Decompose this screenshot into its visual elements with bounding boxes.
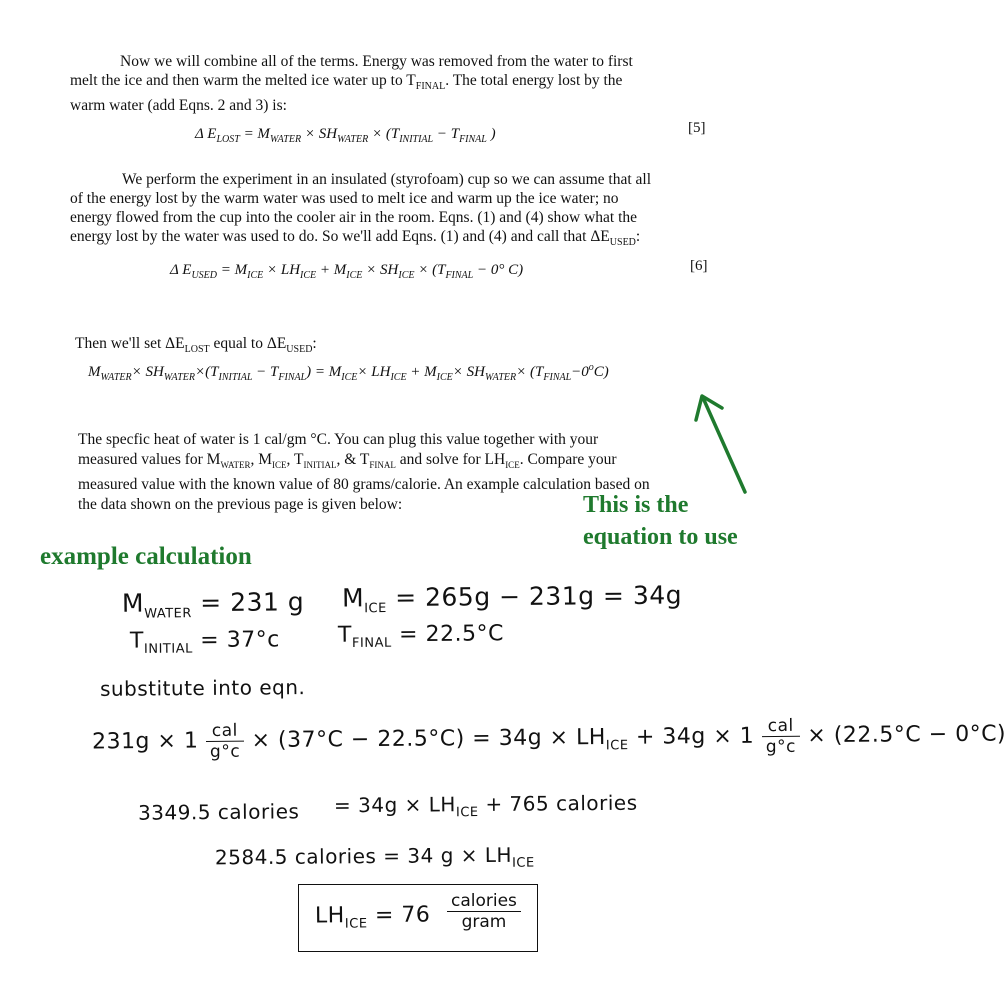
note-line-2: equation to use <box>583 524 738 550</box>
hand-line-energy-b: = $34g \times LH_{ICE} + 765$ calories <box>333 790 638 821</box>
hand-line-t-final: $T_{FINAL} = 22.5^\circ C$ <box>337 621 504 651</box>
text-line: Now we will combine all of the terms. Energy was removed from the water to first <box>120 53 633 70</box>
text-line: measured values for $M_{WATER}$, $M_{ICE}$, $T_{INITIAL}$, & $T_{FINAL}$ and solve for $LH_{ICE}$. Compare your <box>78 451 617 471</box>
equation-number-5: [5] <box>688 120 706 136</box>
text-line: energy flowed from the cup into the cooler air in the room. Eqns. (1) and (4) show what the <box>70 209 638 226</box>
note-line-1: This is the <box>583 492 689 518</box>
text-line: of the energy lost by the warm water was used to melt ice and warm up the ice water; no <box>70 190 619 207</box>
hand-line-t-initial: $T_{INITIAL} = 37^\circ c$ <box>129 627 280 657</box>
text-line: The specfic heat of water is 1 cal/gm °C. You can plug this value together with your <box>78 431 599 448</box>
paragraph-set-equal <box>75 334 725 359</box>
text-line: Then we'll set $\Delta E_{LOST}$ equal to $\Delta E_{USED}$: <box>75 335 317 356</box>
result-unit-fraction: calories gram <box>447 891 521 932</box>
equation-6: Δ $E_{USED} = M_{ICE} \times LH_{ICE} + M_{ICE} \times SH_{ICE} \times (T_{FINAL} - 0^\circ$ C) <box>170 262 524 281</box>
equation-number-6: [6] <box>690 258 708 274</box>
equation-5: Δ $E_{LOST} = M_{WATER} \times SH_{WATER} \times (T_{INITIAL} - T_{FINAL}$ ) <box>195 126 496 145</box>
hand-line-substitution: 231g × 1 $\frac{\text{cal}}{g^\circ c}$ × $(37^\circ C - 22.5^\circ C) = 34g \times LH_{ICE} + 34g \times 1$ $\frac{\text{cal}}{g^\circ c}$ × (22.5°C − 0°C) <box>91 715 1006 762</box>
hand-line-m-ice: $M_{ICE} = 265g - 231g = 34g$ <box>341 580 683 617</box>
text-line: melt the ice and then warm the melted ice water up to $T_{FINAL}$. The total energy lost by the <box>70 72 623 93</box>
hand-line-substitute: substitute into eqn. <box>99 675 306 701</box>
hand-line-energy-a: 3349.5 calories <box>137 799 300 825</box>
text-line: energy lost by the water was used to do. So we'll add Eqns. (1) and (4) and call that $\Delta E_{USED}$: <box>70 228 641 249</box>
text-line: measured value with the known value of 80 grams/calorie. An example calculation based on <box>78 476 650 494</box>
text-line: We perform the experiment in an insulated (styrofoam) cup so we can assume that all <box>122 171 652 188</box>
result-box <box>298 884 538 952</box>
text-line: the data shown on the previous page is given below: <box>78 496 403 514</box>
example-heading: example calculation <box>40 543 252 570</box>
hand-line-solve: 2584.5 calories = 34 $g \times LH_{ICE}$ <box>214 842 535 871</box>
paragraph-insulated-cup <box>70 170 720 252</box>
paragraph-combine-terms <box>70 52 720 115</box>
hand-line-m-water: $M_{WATER} = 231$ g <box>121 587 305 622</box>
text-line: warm water (add Eqns. 2 and 3) is: <box>70 97 287 115</box>
equation-main: $M_{WATER}\times SH_{WATER}\times(T_{INITIAL} - T_{FINAL}) = M_{ICE}\times LH_{ICE} + M_{ICE}\times SH_{WATER}\times (T_{FINAL}-0^oC)$ <box>88 362 609 383</box>
result-lhs: $LH_{ICE} = 76$ <box>314 902 431 932</box>
green-arrow-icon <box>690 390 760 500</box>
